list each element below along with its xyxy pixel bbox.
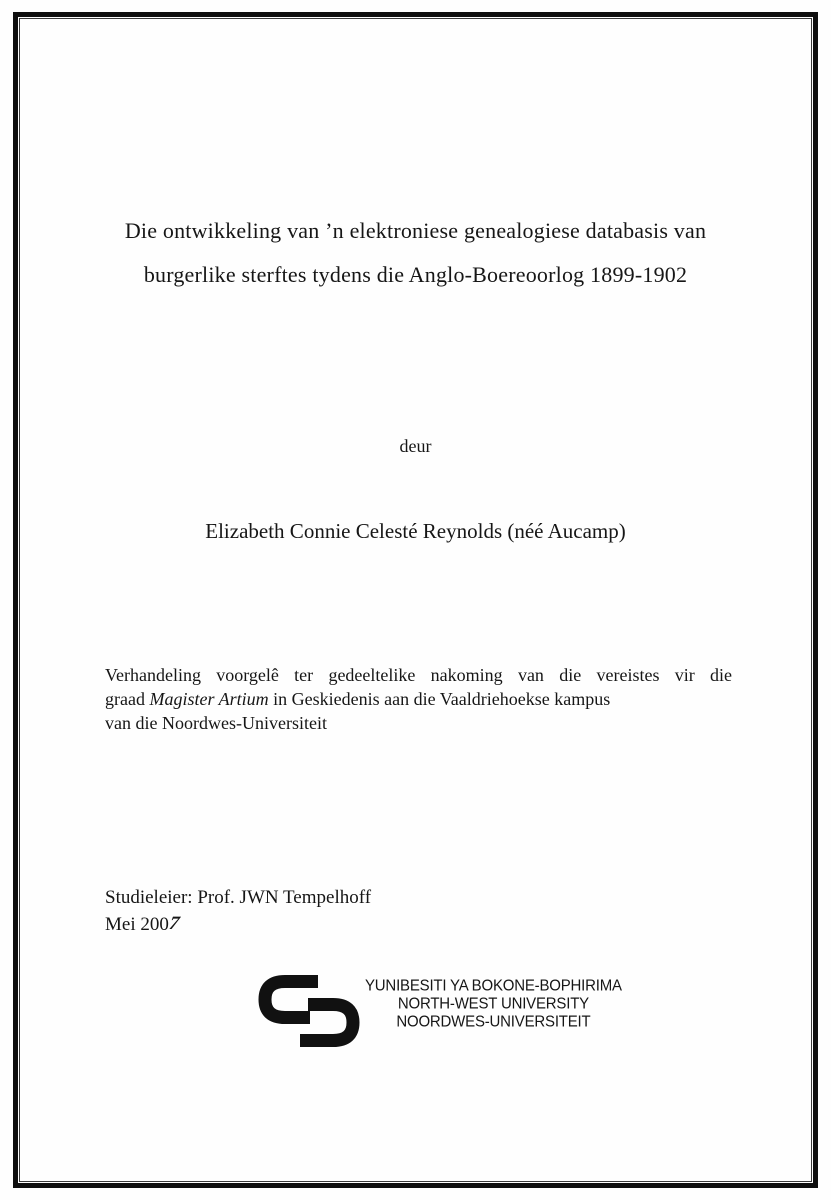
supervisor-line: Studieleier: Prof. JWN Tempelhoff (105, 887, 372, 908)
logo-text-line-2: NORTH-WEST UNIVERSITY (397, 994, 589, 1013)
degree-statement-line-3: van die Noordwes-Universiteit (105, 713, 327, 733)
degree-statement-line-1: Verhandeling voorgelê ter gedeeltelike nakoming van die vereistes vir die (105, 665, 732, 685)
degree-statement-line-2 (105, 687, 732, 711)
degree-statement-line-2-pre: graad (105, 689, 150, 709)
date-line (105, 911, 371, 938)
byline-label: deur (399, 436, 432, 456)
logo-text-line-1: YUNIBESITI YA BOKONE-BOPHIRIMA (365, 977, 622, 995)
thesis-title-line-2: burgerlike sterftes tydens die Anglo-Boereoorlog 1899-1902 (143, 262, 688, 287)
thesis-title (52, 209, 779, 297)
date-last-digit: 7 (165, 913, 183, 934)
imprint-block (105, 884, 371, 938)
university-logo-text (365, 977, 622, 1031)
date-prefix: Mei 200 (105, 914, 169, 935)
university-logo (257, 972, 622, 1050)
degree-name-italic: Magister Artium (149, 689, 269, 709)
thesis-title-line-1: Die ontwikkeling van ’n elektroniese genealogiese databasis van (124, 218, 707, 243)
degree-statement-line-2-post: in Geskiedenis aan die Vaaldriehoekse kampus (268, 689, 611, 709)
logo-text-line-3: NOORDWES-UNIVERSITEIT (396, 1012, 591, 1031)
author-name: Elizabeth Connie Celesté Reynolds (néé Aucamp) (205, 519, 626, 543)
degree-statement (105, 663, 732, 735)
nwu-interlocked-links-icon (257, 972, 361, 1050)
